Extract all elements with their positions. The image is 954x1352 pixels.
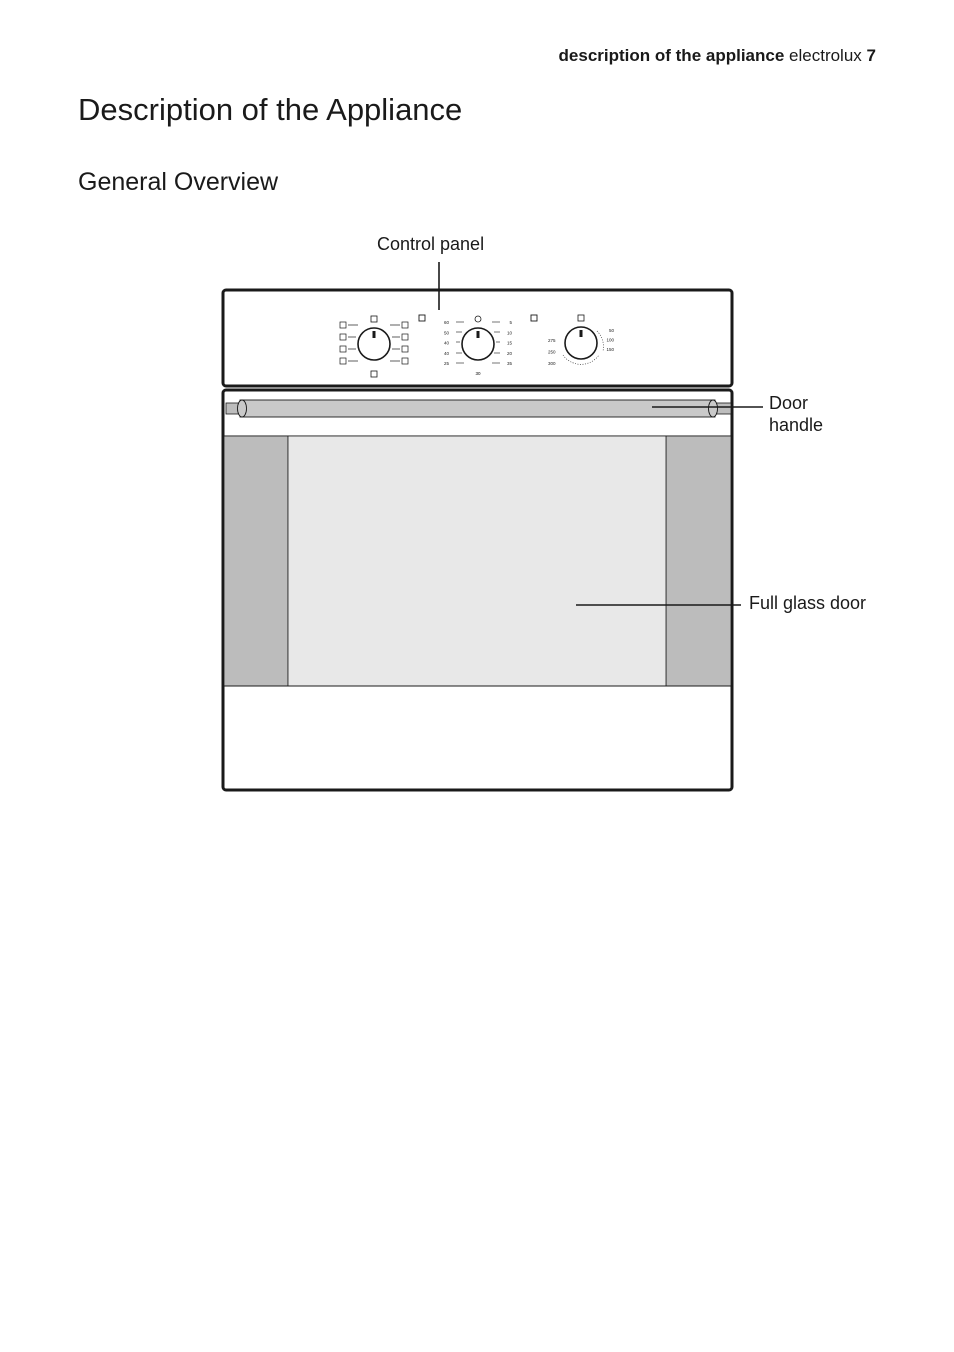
scale-label: 50	[444, 330, 450, 336]
glass-window	[288, 436, 666, 686]
page-title: Description of the Appliance	[78, 92, 463, 127]
scale-label: 15	[506, 340, 512, 346]
door-handle-label-line1: Door	[769, 393, 809, 413]
scale-label: 60	[444, 320, 450, 325]
scale-label: 35	[506, 361, 512, 367]
scale-label: 5	[509, 320, 512, 325]
timer-scale-bottom: 30	[475, 371, 481, 376]
glass-door-label: Full glass door	[749, 593, 867, 613]
scale-label: 40	[444, 340, 450, 346]
scale-label: 50	[608, 328, 614, 333]
door-handle-label-line2: handle	[769, 415, 824, 435]
header-brand: electrolux	[789, 46, 862, 65]
scale-label: 275	[548, 338, 556, 343]
section-title: General Overview	[78, 168, 279, 196]
scale-label: 300	[548, 361, 556, 366]
page-number: 7	[866, 46, 876, 65]
scale-label: 40	[444, 350, 450, 356]
scale-label: 25	[444, 361, 450, 367]
scale-label: 250	[548, 349, 556, 355]
scale-label: 150	[606, 347, 614, 352]
door-side-panel-right	[666, 436, 731, 686]
scale-label: 20	[506, 350, 512, 356]
thermostat-scale-left	[548, 338, 556, 366]
control-panel-label: Control panel	[377, 234, 485, 254]
door-side-panel-left	[224, 436, 288, 686]
door-handle	[226, 400, 731, 417]
door-handle-label	[769, 392, 823, 436]
scale-label: 100	[606, 337, 614, 343]
scale-label: 10	[506, 330, 512, 336]
header-section: description of the appliance	[558, 46, 785, 65]
